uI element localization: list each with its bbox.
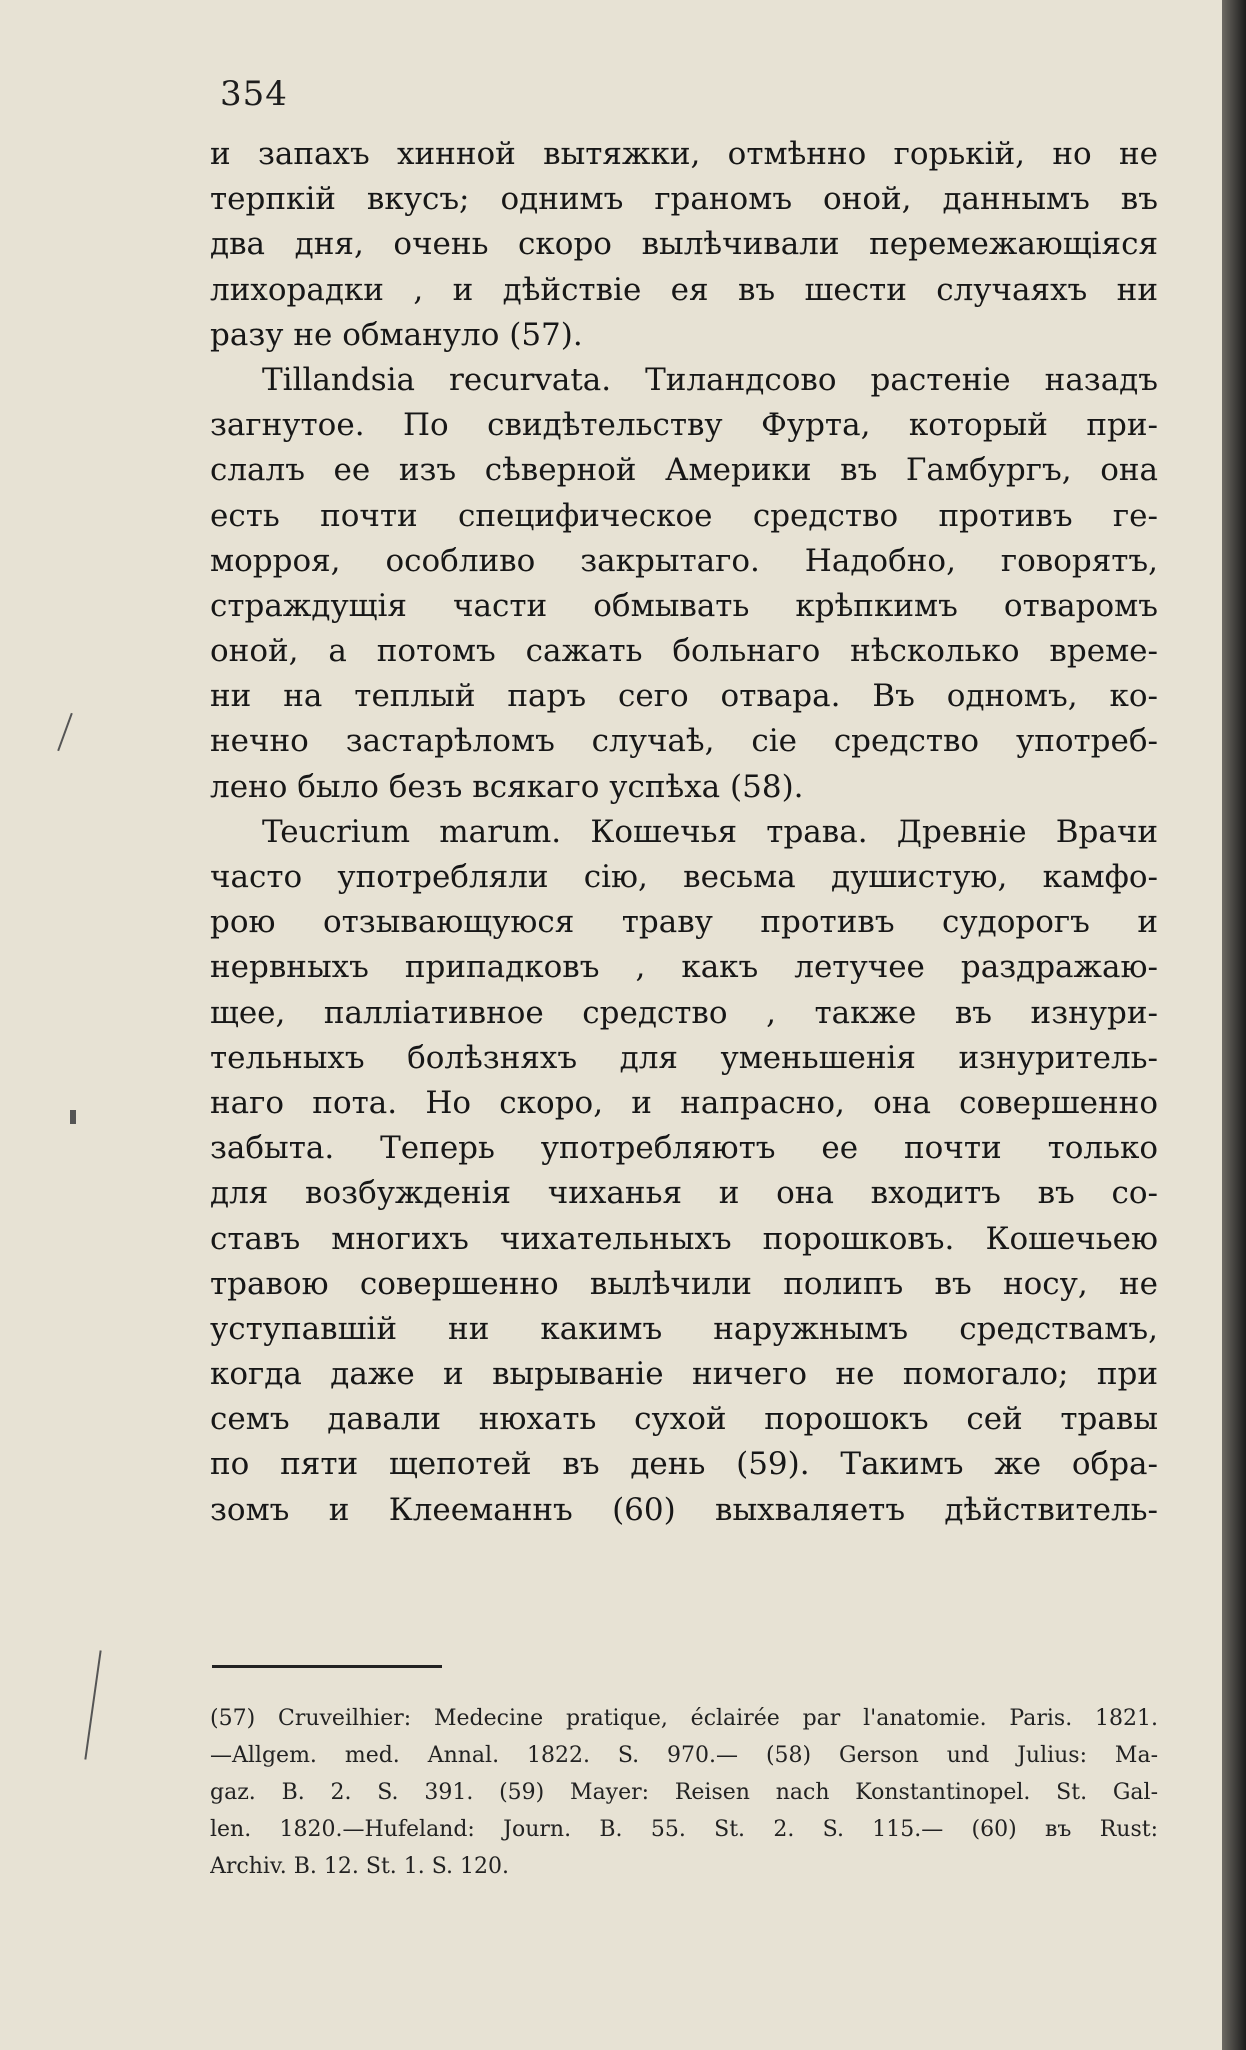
text-line: разу не обмануло (57). — [210, 316, 583, 353]
footnote-line: —Allgem. med. Annal. 1822. S. 970.— (58) Gerson und Julius: Ma- — [210, 1743, 1158, 1768]
text-line: нечно застарѣломъ случаѣ, сіе средство употреб- — [210, 723, 1158, 760]
text-line: лено было безъ всякаго успѣха (58). — [210, 768, 804, 805]
footnote-separator — [212, 1665, 442, 1668]
text-line: семъ давали нюхать сухой порошокъ сей травы — [210, 1401, 1158, 1438]
text-line: оной, а потомъ сажать больнаго нѣсколько време- — [210, 633, 1158, 670]
page-number: 354 — [220, 74, 288, 114]
text-line: наго пота. Но скоро, и напрасно, она совершенно — [210, 1084, 1158, 1121]
text-line: травою совершенно вылѣчили полипъ въ носу, не — [210, 1265, 1158, 1302]
text-line: тельныхъ болѣзняхъ для уменьшенія изнуритель- — [210, 1039, 1158, 1076]
main-text — [210, 132, 1158, 1533]
text-line: для возбужденія чиханья и она входитъ въ со- — [210, 1175, 1158, 1212]
text-line: страждущія части обмывать крѣпкимъ отваромъ — [210, 587, 1158, 624]
footnote-line: gaz. B. 2. S. 391. (59) Mayer: Reisen nach Konstantinopel. St. Gal- — [210, 1780, 1158, 1805]
text-line: по пяти щепотей въ день (59). Такимъ же обра- — [210, 1446, 1158, 1483]
margin-mark — [70, 1110, 76, 1124]
text-line: лихорадки , и дѣйствіе ея въ шести случаяхъ ни — [210, 271, 1158, 308]
footnote-line: Archiv. B. 12. St. 1. S. 120. — [210, 1854, 510, 1879]
text-line: щее, палліативное средство , также въ изнури- — [210, 994, 1158, 1031]
footnotes — [210, 1700, 1158, 1885]
text-line: часто употребляли сію, весьма душистую, камфо- — [210, 859, 1158, 895]
footnote-line: len. 1820.—Hufeland: Journ. B. 55. St. 2. S. 115.— (60) въ Rust: — [210, 1817, 1158, 1842]
text-line: Teucrium marum. Кошечья трава. Древніе Врачи — [262, 813, 1158, 850]
text-line: слалъ ее изъ сѣверной Америки въ Гамбургъ, она — [210, 452, 1158, 489]
text-line: когда даже и вырываніе ничего не помогало; при — [210, 1356, 1158, 1393]
text-line: терпкій вкусъ; однимъ граномъ оной, даннымъ въ — [210, 181, 1158, 218]
text-line: ни на теплый паръ сего отвара. Въ одномъ, ко- — [210, 678, 1158, 715]
text-line: морроя, особливо закрытаго. Надобно, говорятъ, — [210, 542, 1158, 579]
text-line: два дня, очень скоро вылѣчивали перемежающіяся — [210, 226, 1158, 263]
text-line: есть почти специфическое средство противъ ге- — [210, 497, 1158, 534]
text-line: забыта. Теперь употребляютъ ее почти только — [210, 1130, 1158, 1167]
text-line: Tillandsia recurvata. Тиландсово растеніе назадъ — [262, 361, 1158, 398]
text-line: нервныхъ припадковъ , какъ летучее раздражаю- — [210, 949, 1158, 986]
text-line: зомъ и Клееманнъ (60) выхваляетъ дѣйствитель- — [210, 1491, 1158, 1528]
text-line: ставъ многихъ чихательныхъ порошковъ. Кошечьею — [210, 1220, 1158, 1257]
page-edge-shadow — [1222, 0, 1246, 2050]
margin-mark — [57, 713, 73, 751]
text-line: рою отзывающуюся траву противъ судорогъ и — [210, 904, 1158, 941]
footnote-line: (57) Cruveilhier: Medecine pratique, éclairée par l'anatomie. Paris. 1821. — [210, 1706, 1158, 1731]
text-line: загнутое. По свидѣтельству Фурта, который при- — [210, 407, 1158, 444]
text-line: уступавшій ни какимъ наружнымъ средствамъ, — [210, 1310, 1158, 1347]
margin-mark — [84, 1650, 101, 1759]
text-line: и запахъ хинной вытяжки, отмѣнно горькій, но не — [210, 136, 1158, 172]
